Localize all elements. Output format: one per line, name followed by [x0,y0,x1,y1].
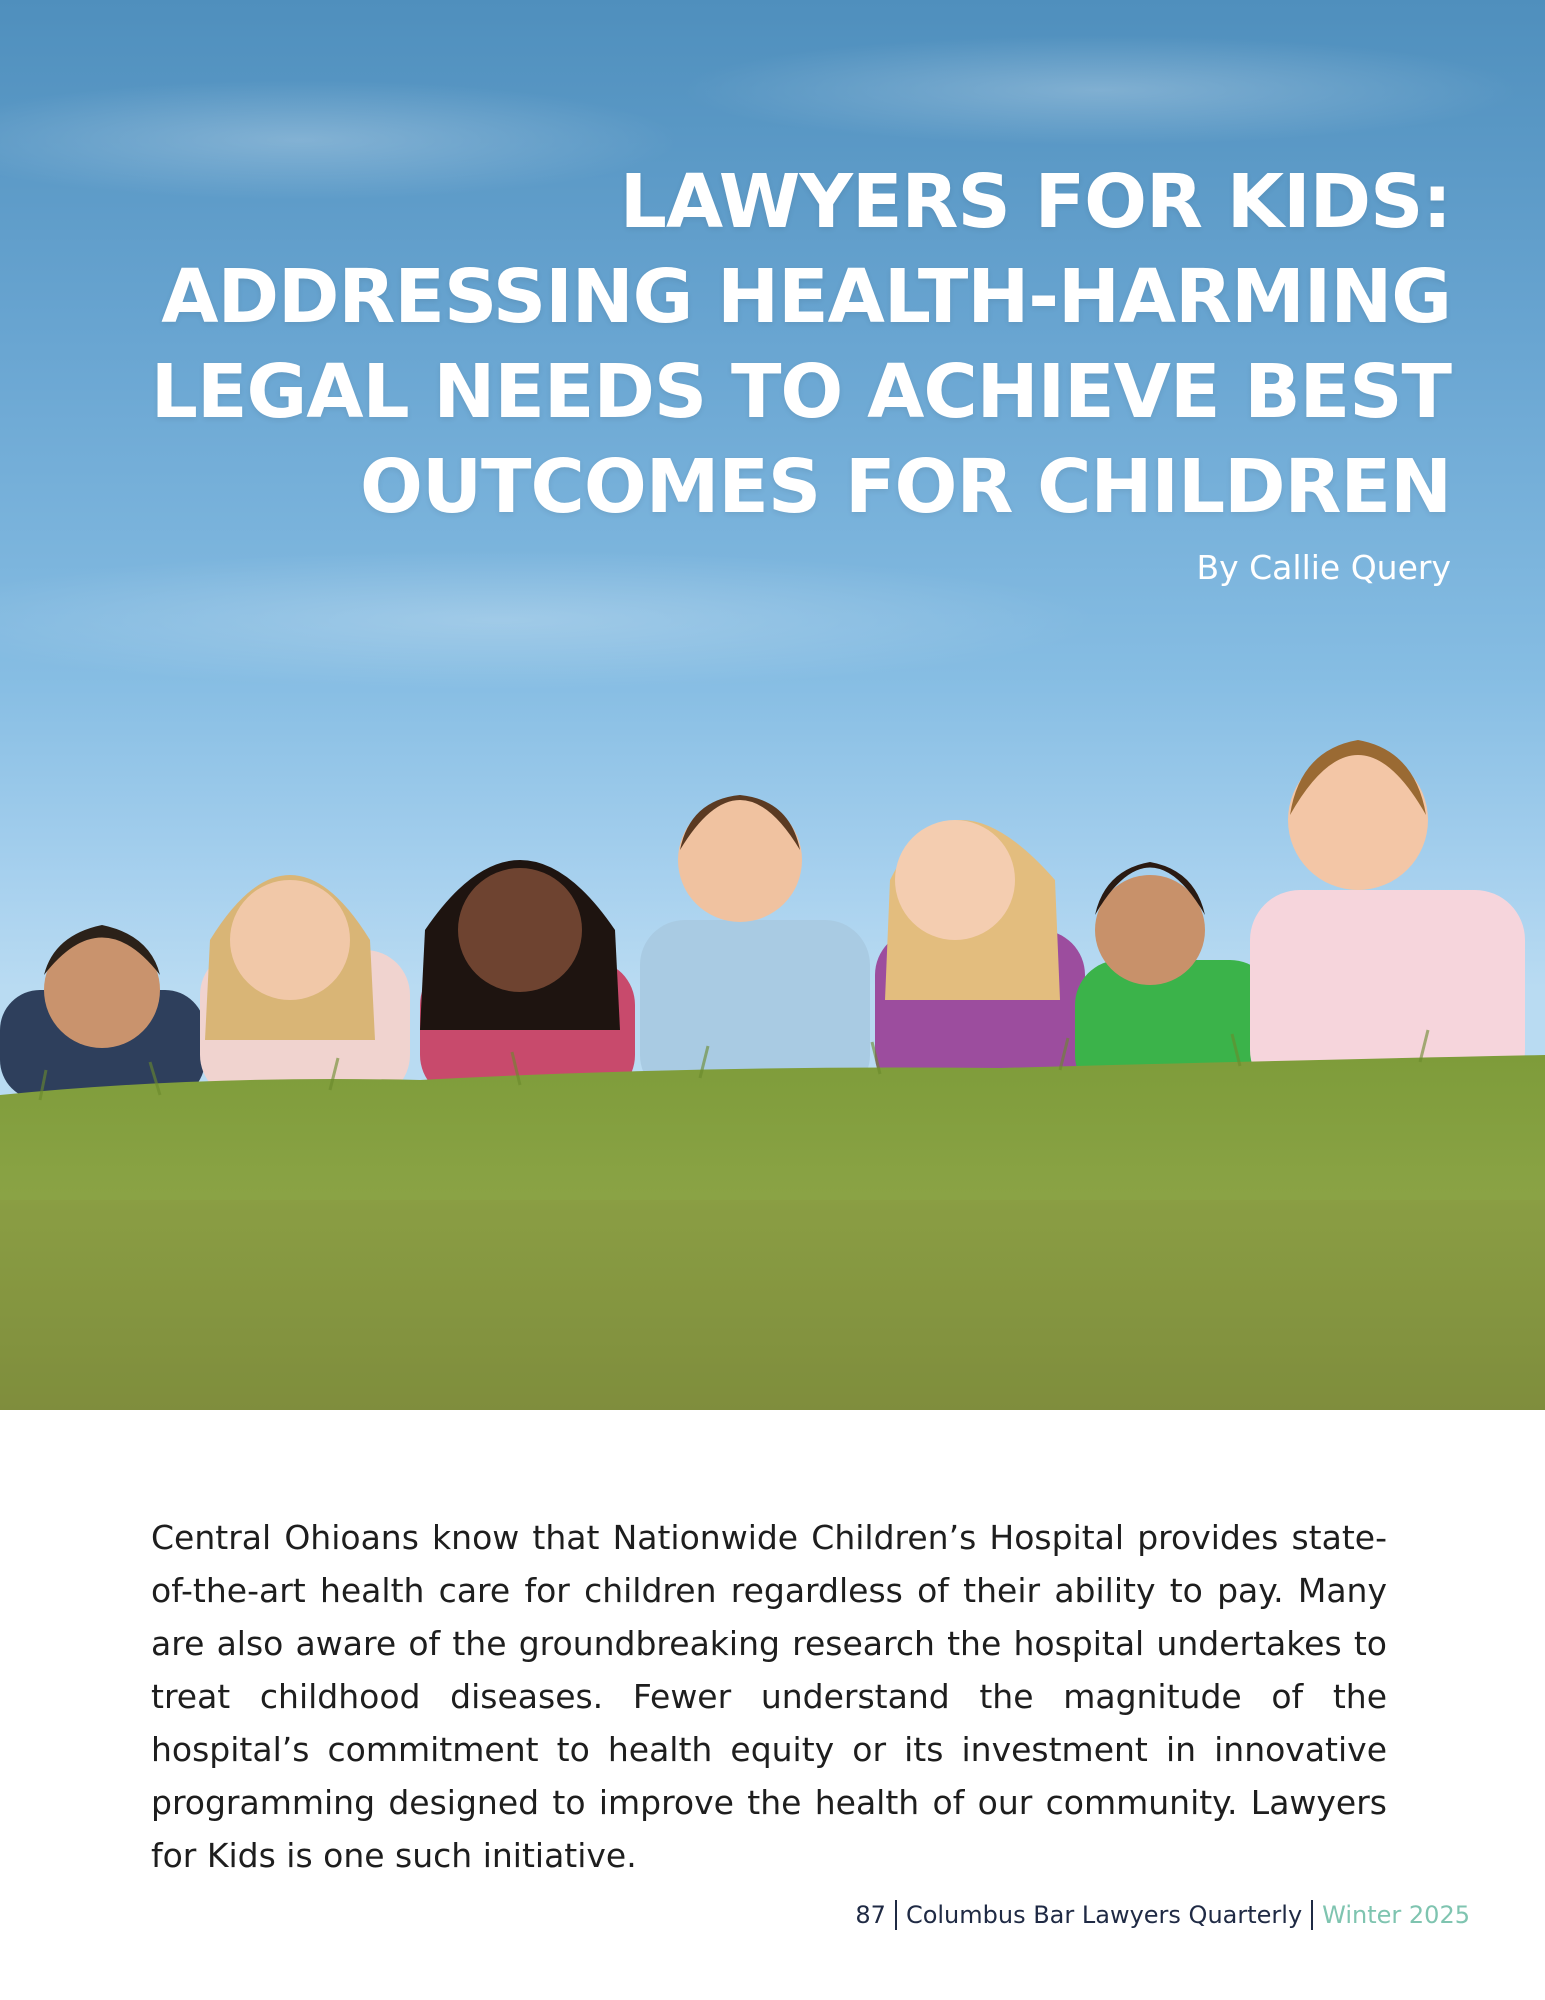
child-1 [0,925,205,1100]
article-title [51,155,1451,535]
publication-name: Columbus Bar Lawyers Quarterly [905,1901,1303,1929]
page-footer [855,1900,1470,1930]
byline: By Callie Query [1196,548,1451,587]
page-number: 87 [855,1901,886,1929]
intro-paragraph: Central Ohioans know that Nationwide Children’s Hospital provides state-of-the-art health care for children regardless of their ability to pay. Many are also aware of the groundbreaking research the hospital undertakes to treat childhood diseases. Fewer understand the magnitude of the hospital’s commitment to health equity or its investment in innovative programming designed to improve the health of our community. Lawyers for Kids is one such initiative. [151,1518,1387,1875]
child-3 [420,860,635,1100]
footer-divider [895,1900,897,1930]
title-line-1: LAWYERS FOR KIDS: [619,159,1451,245]
issue-season: Winter 2025 [1322,1901,1470,1929]
child-4 [640,795,870,1100]
child-5 [875,820,1085,1100]
title-line-4: OUTCOMES FOR CHILDREN [360,444,1451,530]
title-line-3: LEGAL NEEDS TO ACHIEVE BEST [150,349,1451,435]
footer-divider [1311,1900,1313,1930]
child-2 [200,875,410,1100]
title-line-2: ADDRESSING HEALTH-HARMING [161,254,1451,340]
child-7 [1250,740,1525,1100]
